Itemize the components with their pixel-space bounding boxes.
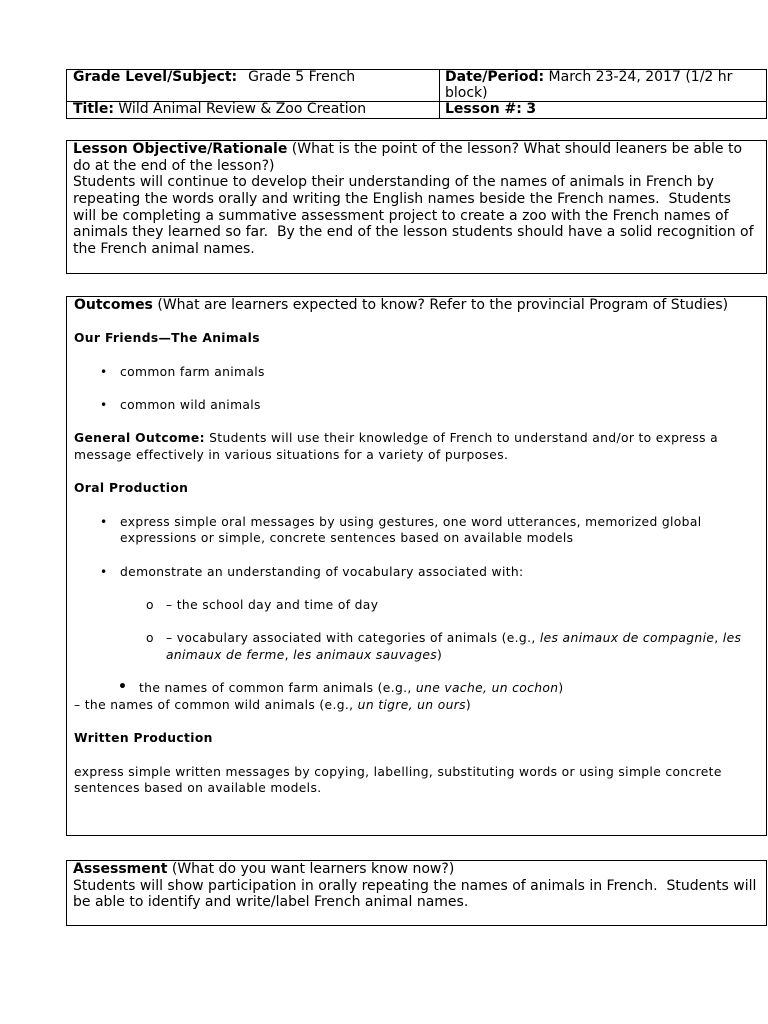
french-example: les animaux sauvages <box>293 647 438 662</box>
closing-paren: ) <box>558 681 564 696</box>
oral-outcome-text: demonstrate an understanding of vocabulary associated with: <box>120 564 524 579</box>
farm-animal-names-item <box>74 680 758 697</box>
grade-level-label: Grade Level/Subject: <box>73 69 238 85</box>
lesson-number-value: 3 <box>526 101 537 117</box>
bullet-marker: • <box>100 364 108 379</box>
bullet-marker: • <box>100 514 108 529</box>
date-period-label: Date/Period: <box>445 69 545 85</box>
bullet-marker: • <box>100 397 108 412</box>
lesson-number-cell <box>440 102 766 118</box>
friends-item-text: common wild animals <box>120 397 261 412</box>
assessment-prompt: (What do you want learners know now?) <box>171 861 455 877</box>
lesson-objective-heading-line <box>73 141 758 174</box>
french-example: les animaux de compagnie <box>539 631 715 646</box>
outcomes-heading-line <box>74 297 758 314</box>
assessment-body: Students will show participation in orally repeating the names of animals in French. Students will be able to identify and write/label French animal names. <box>73 877 761 911</box>
outcomes-heading: Outcomes <box>74 297 153 313</box>
general-outcome <box>74 430 758 463</box>
oral-production-heading: Oral Production <box>74 481 189 496</box>
separator: , <box>714 631 723 646</box>
grade-level-value: Grade 5 French <box>248 69 356 85</box>
wild-animal-names-item <box>74 697 758 714</box>
assessment-heading: Assessment <box>73 861 168 877</box>
lesson-objective-section <box>66 140 767 274</box>
french-example: une vache, un cochon <box>415 681 559 696</box>
vocabulary-sub-item <box>74 597 758 614</box>
grade-level-cell <box>67 70 440 102</box>
sub-item-text: – vocabulary associated with categories of animals (e.g., <box>166 631 540 646</box>
lesson-objective-body: Students will continue to develop their understanding of the names of animals in French by repeating the words orally and writing the English names beside the French names. Students will be completing a summative assessment project to create a zoo with the French names of animals they learned so far. By the end of the lesson students should have a solid recognition of the French animal names. <box>73 174 758 258</box>
vocabulary-sub-item <box>74 630 758 663</box>
written-production-heading: Written Production <box>74 731 213 746</box>
bullet-marker: • <box>118 679 128 696</box>
date-period-value: March 23-24, 2017 (1/2 hr block) <box>445 69 733 101</box>
title-value: Wild Animal Review & Zoo Creation <box>118 101 367 117</box>
assessment-heading-line <box>73 861 758 878</box>
closing-paren: ) <box>437 647 443 662</box>
title-label: Title: <box>73 101 114 117</box>
oral-outcome-item <box>74 514 758 547</box>
sub-bullet-marker: o <box>146 597 154 612</box>
farm-names-text: the names of common farm animals (e.g., <box>139 681 416 696</box>
friends-list-item <box>74 364 758 381</box>
french-example: les animaux de ferme <box>166 631 742 662</box>
written-production-text: express simple written messages by copying, labelling, substituting words or using simple concrete sentences based on available models. <box>74 764 722 796</box>
lesson-plan-document <box>66 69 767 926</box>
date-period-cell <box>440 70 766 102</box>
assessment-section <box>66 860 767 926</box>
oral-outcome-text: express simple oral messages by using gestures, one word utterances, memorized global expressions or simple, concrete sentences based on available models <box>120 514 702 546</box>
french-example: un tigre, un ours <box>357 697 466 712</box>
outcomes-prompt: (What are learners expected to know? Refer to the provincial Program of Studies) <box>157 297 729 313</box>
sub-item-text: – the school day and time of day <box>166 597 379 612</box>
outcomes-section <box>66 296 767 836</box>
closing-paren: ) <box>465 697 472 712</box>
lesson-number-label: Lesson #: <box>445 101 522 117</box>
lesson-objective-heading: Lesson Objective/Rationale <box>73 141 288 157</box>
general-outcome-text: Students will use their knowledge of French to understand and/or to express a message effectively in various situations for a variety of purposes. <box>74 431 718 462</box>
oral-outcome-item <box>74 564 758 581</box>
bullet-marker: • <box>100 564 108 579</box>
sub-bullet-marker: o <box>146 631 154 646</box>
lesson-objective-prompt: (What is the point of the lesson? What should leaners be able to do at the end of the lesson?) <box>73 141 743 174</box>
friends-list-item <box>74 397 758 414</box>
friends-item-text: common farm animals <box>120 364 265 379</box>
lesson-header-table <box>66 69 767 119</box>
separator: , <box>284 647 294 662</box>
our-friends-heading: Our Friends—The Animals <box>74 331 260 346</box>
title-cell <box>67 102 440 118</box>
general-outcome-label: General Outcome: <box>74 431 205 446</box>
animal-names-block <box>74 680 758 713</box>
wild-names-text: – the names of common wild animals (e.g., <box>74 697 358 712</box>
